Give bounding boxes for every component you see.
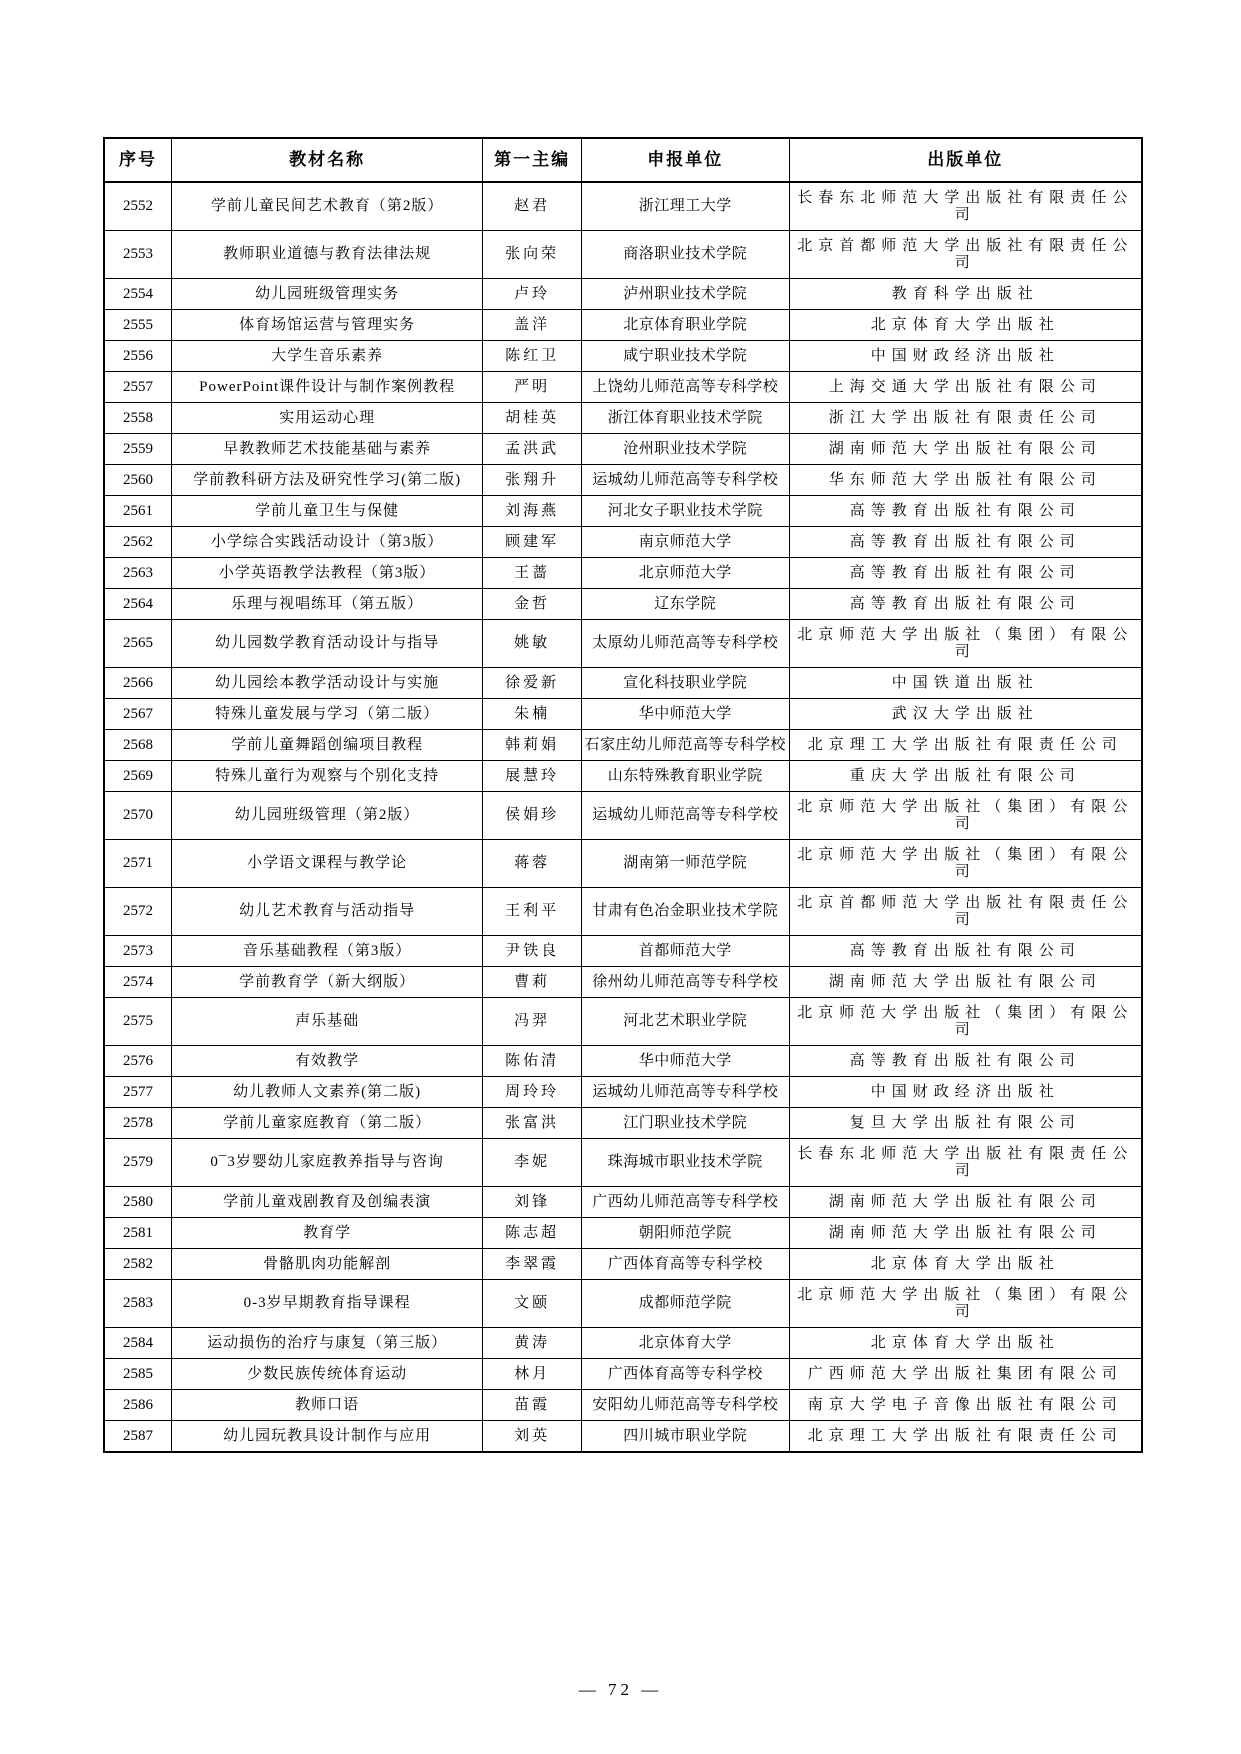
table-row — [104, 792, 1142, 840]
title-cell: 幼儿园数学教育活动设计与指导 — [171, 620, 482, 668]
serial-cell: 2579 — [104, 1139, 171, 1187]
serial-cell: 2572 — [104, 888, 171, 936]
applicant-cell: 山东特殊教育职业学院 — [581, 761, 789, 792]
editor-cell: 严明 — [483, 372, 582, 403]
serial-cell: 2580 — [104, 1187, 171, 1218]
table-row — [104, 1328, 1142, 1359]
publisher-cell: 湖南师范大学出版社有限公司 — [789, 967, 1142, 998]
publisher-cell: 高等教育出版社有限公司 — [789, 527, 1142, 558]
publisher-cell: 南京大学电子音像出版社有限公司 — [789, 1390, 1142, 1421]
serial-cell: 2556 — [104, 341, 171, 372]
serial-cell: 2585 — [104, 1359, 171, 1390]
editor-cell: 盖洋 — [483, 310, 582, 341]
title-cell: 大学生音乐素养 — [171, 341, 482, 372]
title-cell: 教师口语 — [171, 1390, 482, 1421]
table-row — [104, 1390, 1142, 1421]
serial-cell: 2557 — [104, 372, 171, 403]
applicant-cell: 河北艺术职业学院 — [581, 998, 789, 1046]
applicant-cell: 广西幼儿师范高等专科学校 — [581, 1187, 789, 1218]
applicant-cell: 河北女子职业技术学院 — [581, 496, 789, 527]
applicant-cell: 甘肃有色冶金职业技术学院 — [581, 888, 789, 936]
title-cell: 实用运动心理 — [171, 403, 482, 434]
publisher-cell: 北京师范大学出版社（集团）有限公司 — [789, 620, 1142, 668]
table-row — [104, 465, 1142, 496]
table-row — [104, 434, 1142, 465]
table-row — [104, 527, 1142, 558]
title-cell: 幼儿教师人文素养(第二版) — [171, 1077, 482, 1108]
title-cell: 教育学 — [171, 1218, 482, 1249]
table-row — [104, 279, 1142, 310]
publisher-cell: 武汉大学出版社 — [789, 699, 1142, 730]
serial-cell: 2562 — [104, 527, 171, 558]
applicant-cell: 上饶幼儿师范高等专科学校 — [581, 372, 789, 403]
header-applicant-unit: 申报单位 — [581, 138, 789, 182]
table-row — [104, 231, 1142, 279]
title-cell: 学前儿童家庭教育（第二版） — [171, 1108, 482, 1139]
editor-cell: 刘锋 — [483, 1187, 582, 1218]
serial-cell: 2584 — [104, 1328, 171, 1359]
publisher-cell: 北京师范大学出版社（集团）有限公司 — [789, 792, 1142, 840]
page-number: — 72 — — [578, 1680, 663, 1699]
table-row — [104, 1280, 1142, 1328]
title-cell: 乐理与视唱练耳（第五版） — [171, 589, 482, 620]
serial-cell: 2568 — [104, 730, 171, 761]
editor-cell: 侯娟珍 — [483, 792, 582, 840]
publisher-cell: 北京体育大学出版社 — [789, 1249, 1142, 1280]
applicant-cell: 成都师范学院 — [581, 1280, 789, 1328]
publisher-cell: 中国财政经济出版社 — [789, 1077, 1142, 1108]
serial-cell: 2578 — [104, 1108, 171, 1139]
editor-cell: 林月 — [483, 1359, 582, 1390]
publisher-cell: 广西师范大学出版社集团有限公司 — [789, 1359, 1142, 1390]
title-cell: 学前儿童卫生与保健 — [171, 496, 482, 527]
table-row — [104, 998, 1142, 1046]
publisher-cell: 北京理工大学出版社有限责任公司 — [789, 1421, 1142, 1453]
title-cell: 幼儿园绘本教学活动设计与实施 — [171, 668, 482, 699]
editor-cell: 蒋蓉 — [483, 840, 582, 888]
title-cell: 小学英语教学法教程（第3版） — [171, 558, 482, 589]
editor-cell: 朱楠 — [483, 699, 582, 730]
header-publisher-unit: 出版单位 — [789, 138, 1142, 182]
title-cell: 小学语文课程与教学论 — [171, 840, 482, 888]
title-cell: 教师职业道德与教育法律法规 — [171, 231, 482, 279]
publisher-cell: 高等教育出版社有限公司 — [789, 936, 1142, 967]
editor-cell: 王蔷 — [483, 558, 582, 589]
publisher-cell: 高等教育出版社有限公司 — [789, 1046, 1142, 1077]
editor-cell: 张富洪 — [483, 1108, 582, 1139]
title-cell: 幼儿艺术教育与活动指导 — [171, 888, 482, 936]
publisher-cell: 中国铁道出版社 — [789, 668, 1142, 699]
applicant-cell: 朝阳师范学院 — [581, 1218, 789, 1249]
publisher-cell: 华东师范大学出版社有限公司 — [789, 465, 1142, 496]
table-row — [104, 1218, 1142, 1249]
editor-cell: 周玲玲 — [483, 1077, 582, 1108]
serial-cell: 2558 — [104, 403, 171, 434]
table-row — [104, 888, 1142, 936]
publisher-cell: 上海交通大学出版社有限公司 — [789, 372, 1142, 403]
table-row — [104, 668, 1142, 699]
publisher-cell: 北京首都师范大学出版社有限责任公司 — [789, 888, 1142, 936]
serial-cell: 2587 — [104, 1421, 171, 1453]
serial-cell: 2563 — [104, 558, 171, 589]
title-cell: 音乐基础教程（第3版） — [171, 936, 482, 967]
table-row — [104, 589, 1142, 620]
publisher-cell: 教育科学出版社 — [789, 279, 1142, 310]
applicant-cell: 华中师范大学 — [581, 1046, 789, 1077]
serial-cell: 2554 — [104, 279, 171, 310]
title-cell: 体育场馆运营与管理实务 — [171, 310, 482, 341]
editor-cell: 刘海燕 — [483, 496, 582, 527]
editor-cell: 展慧玲 — [483, 761, 582, 792]
serial-cell: 2566 — [104, 668, 171, 699]
textbook-table — [103, 137, 1143, 1453]
editor-cell: 韩莉娟 — [483, 730, 582, 761]
title-cell: 0-3岁早期教育指导课程 — [171, 1280, 482, 1328]
applicant-cell: 太原幼儿师范高等专科学校 — [581, 620, 789, 668]
table-body — [104, 182, 1142, 1452]
publisher-cell: 复旦大学出版社有限公司 — [789, 1108, 1142, 1139]
editor-cell: 卢玲 — [483, 279, 582, 310]
table-row — [104, 840, 1142, 888]
serial-cell: 2560 — [104, 465, 171, 496]
publisher-cell: 长春东北师范大学出版社有限责任公司 — [789, 182, 1142, 231]
publisher-cell: 北京首都师范大学出版社有限责任公司 — [789, 231, 1142, 279]
table-row — [104, 558, 1142, 589]
title-cell: 幼儿园班级管理实务 — [171, 279, 482, 310]
table-row — [104, 1046, 1142, 1077]
textbook-table-container — [103, 137, 1143, 1453]
serial-cell: 2555 — [104, 310, 171, 341]
editor-cell: 曹莉 — [483, 967, 582, 998]
applicant-cell: 北京师范大学 — [581, 558, 789, 589]
applicant-cell: 泸州职业技术学院 — [581, 279, 789, 310]
applicant-cell: 辽东学院 — [581, 589, 789, 620]
table-row — [104, 730, 1142, 761]
serial-cell: 2552 — [104, 182, 171, 231]
title-cell: 特殊儿童行为观察与个别化支持 — [171, 761, 482, 792]
applicant-cell: 安阳幼儿师范高等专科学校 — [581, 1390, 789, 1421]
title-cell: 骨骼肌肉功能解剖 — [171, 1249, 482, 1280]
title-cell: 有效教学 — [171, 1046, 482, 1077]
title-cell: 早教教师艺术技能基础与素养 — [171, 434, 482, 465]
title-cell: 小学综合实践活动设计（第3版） — [171, 527, 482, 558]
table-row — [104, 1108, 1142, 1139]
table-row — [104, 341, 1142, 372]
table-row — [104, 1249, 1142, 1280]
applicant-cell: 湖南第一师范学院 — [581, 840, 789, 888]
applicant-cell: 商洛职业技术学院 — [581, 231, 789, 279]
editor-cell: 徐爱新 — [483, 668, 582, 699]
applicant-cell: 北京体育职业学院 — [581, 310, 789, 341]
applicant-cell: 南京师范大学 — [581, 527, 789, 558]
table-row — [104, 403, 1142, 434]
editor-cell: 尹铁良 — [483, 936, 582, 967]
table-row — [104, 699, 1142, 730]
serial-cell: 2573 — [104, 936, 171, 967]
applicant-cell: 浙江理工大学 — [581, 182, 789, 231]
applicant-cell: 珠海城市职业技术学院 — [581, 1139, 789, 1187]
applicant-cell: 运城幼儿师范高等专科学校 — [581, 792, 789, 840]
editor-cell: 冯羿 — [483, 998, 582, 1046]
title-cell: 特殊儿童发展与学习（第二版） — [171, 699, 482, 730]
applicant-cell: 运城幼儿师范高等专科学校 — [581, 465, 789, 496]
serial-cell: 2559 — [104, 434, 171, 465]
editor-cell: 顾建军 — [483, 527, 582, 558]
title-cell: 学前儿童民间艺术教育（第2版） — [171, 182, 482, 231]
editor-cell: 刘英 — [483, 1421, 582, 1453]
header-first-editor: 第一主编 — [483, 138, 582, 182]
publisher-cell: 北京师范大学出版社（集团）有限公司 — [789, 1280, 1142, 1328]
publisher-cell: 北京体育大学出版社 — [789, 1328, 1142, 1359]
publisher-cell: 中国财政经济出版社 — [789, 341, 1142, 372]
editor-cell: 陈红卫 — [483, 341, 582, 372]
editor-cell: 金哲 — [483, 589, 582, 620]
title-cell: 学前教育学（新大纲版） — [171, 967, 482, 998]
publisher-cell: 高等教育出版社有限公司 — [789, 496, 1142, 527]
applicant-cell: 浙江体育职业技术学院 — [581, 403, 789, 434]
editor-cell: 陈佑清 — [483, 1046, 582, 1077]
title-cell: PowerPoint课件设计与制作案例教程 — [171, 372, 482, 403]
applicant-cell: 宣化科技职业学院 — [581, 668, 789, 699]
publisher-cell: 北京理工大学出版社有限责任公司 — [789, 730, 1142, 761]
publisher-cell: 北京师范大学出版社（集团）有限公司 — [789, 840, 1142, 888]
table-row — [104, 1359, 1142, 1390]
serial-cell: 2564 — [104, 589, 171, 620]
applicant-cell: 华中师范大学 — [581, 699, 789, 730]
editor-cell: 胡桂英 — [483, 403, 582, 434]
editor-cell: 李翠霞 — [483, 1249, 582, 1280]
publisher-cell: 高等教育出版社有限公司 — [789, 589, 1142, 620]
publisher-cell: 北京师范大学出版社（集团）有限公司 — [789, 998, 1142, 1046]
serial-cell: 2576 — [104, 1046, 171, 1077]
publisher-cell: 高等教育出版社有限公司 — [789, 558, 1142, 589]
serial-cell: 2553 — [104, 231, 171, 279]
editor-cell: 张翔升 — [483, 465, 582, 496]
applicant-cell: 徐州幼儿师范高等专科学校 — [581, 967, 789, 998]
table-row — [104, 1421, 1142, 1453]
table-header-row — [104, 138, 1142, 182]
applicant-cell: 广西体育高等专科学校 — [581, 1359, 789, 1390]
editor-cell: 姚敏 — [483, 620, 582, 668]
table-row — [104, 1077, 1142, 1108]
serial-cell: 2569 — [104, 761, 171, 792]
table-row — [104, 182, 1142, 231]
applicant-cell: 广西体育高等专科学校 — [581, 1249, 789, 1280]
serial-cell: 2577 — [104, 1077, 171, 1108]
editor-cell: 赵君 — [483, 182, 582, 231]
serial-cell: 2561 — [104, 496, 171, 527]
title-cell: 学前教科研方法及研究性学习(第二版) — [171, 465, 482, 496]
title-cell: 学前儿童舞蹈创编项目教程 — [171, 730, 482, 761]
table-row — [104, 372, 1142, 403]
serial-cell: 2565 — [104, 620, 171, 668]
editor-cell: 王利平 — [483, 888, 582, 936]
applicant-cell: 江门职业技术学院 — [581, 1108, 789, 1139]
serial-cell: 2574 — [104, 967, 171, 998]
title-cell: 少数民族传统体育运动 — [171, 1359, 482, 1390]
publisher-cell: 湖南师范大学出版社有限公司 — [789, 1218, 1142, 1249]
editor-cell: 黄涛 — [483, 1328, 582, 1359]
editor-cell: 陈志超 — [483, 1218, 582, 1249]
applicant-cell: 石家庄幼儿师范高等专科学校 — [581, 730, 789, 761]
title-cell: 0¯3岁婴幼儿家庭教养指导与咨询 — [171, 1139, 482, 1187]
title-cell: 声乐基础 — [171, 998, 482, 1046]
applicant-cell: 首都师范大学 — [581, 936, 789, 967]
title-cell: 运动损伤的治疗与康复（第三版） — [171, 1328, 482, 1359]
table-row — [104, 1187, 1142, 1218]
title-cell: 幼儿园班级管理（第2版） — [171, 792, 482, 840]
publisher-cell: 北京体育大学出版社 — [789, 310, 1142, 341]
title-cell: 学前儿童戏剧教育及创编表演 — [171, 1187, 482, 1218]
publisher-cell: 湖南师范大学出版社有限公司 — [789, 1187, 1142, 1218]
serial-cell: 2586 — [104, 1390, 171, 1421]
table-row — [104, 967, 1142, 998]
header-textbook-name: 教材名称 — [171, 138, 482, 182]
table-row — [104, 761, 1142, 792]
applicant-cell: 北京体育大学 — [581, 1328, 789, 1359]
serial-cell: 2575 — [104, 998, 171, 1046]
table-row — [104, 620, 1142, 668]
publisher-cell: 浙江大学出版社有限责任公司 — [789, 403, 1142, 434]
table-row — [104, 310, 1142, 341]
editor-cell: 文颐 — [483, 1280, 582, 1328]
serial-cell: 2581 — [104, 1218, 171, 1249]
serial-cell: 2582 — [104, 1249, 171, 1280]
applicant-cell: 运城幼儿师范高等专科学校 — [581, 1077, 789, 1108]
editor-cell: 张向荣 — [483, 231, 582, 279]
editor-cell: 孟洪武 — [483, 434, 582, 465]
title-cell: 幼儿园玩教具设计制作与应用 — [171, 1421, 482, 1453]
serial-cell: 2571 — [104, 840, 171, 888]
table-row — [104, 1139, 1142, 1187]
publisher-cell: 长春东北师范大学出版社有限责任公司 — [789, 1139, 1142, 1187]
header-serial: 序号 — [104, 138, 171, 182]
applicant-cell: 沧州职业技术学院 — [581, 434, 789, 465]
publisher-cell: 重庆大学出版社有限公司 — [789, 761, 1142, 792]
applicant-cell: 四川城市职业学院 — [581, 1421, 789, 1453]
editor-cell: 苗霞 — [483, 1390, 582, 1421]
editor-cell: 李妮 — [483, 1139, 582, 1187]
serial-cell: 2583 — [104, 1280, 171, 1328]
publisher-cell: 湖南师范大学出版社有限公司 — [789, 434, 1142, 465]
table-row — [104, 496, 1142, 527]
table-row — [104, 936, 1142, 967]
applicant-cell: 咸宁职业技术学院 — [581, 341, 789, 372]
serial-cell: 2570 — [104, 792, 171, 840]
serial-cell: 2567 — [104, 699, 171, 730]
